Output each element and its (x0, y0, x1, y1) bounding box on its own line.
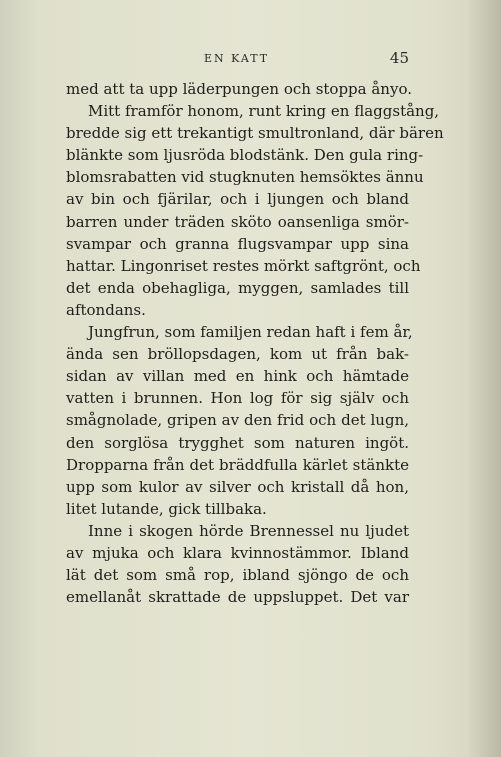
text-line: barren under träden sköto oansenliga smör- (66, 212, 409, 231)
page-header (66, 50, 409, 70)
paragraph (66, 520, 409, 608)
text-line: det enda obehagliga, myggen, samlades till (66, 278, 409, 297)
text-line: bredde sig ett trekantigt smultronland, där bären (66, 124, 444, 143)
text-line: blänkte som ljusröda blodstänk. Den gula ring- (66, 146, 424, 165)
text-line: vatten i brunnen. Hon log för sig själv och (66, 389, 409, 408)
text-line: ända sen bröllopsdagen, kom ut från bak- (66, 345, 409, 364)
text-line: Mitt framför honom, runt kring en flaggstång, (88, 102, 440, 121)
text-line: blomsrabatten vid stugknuten hemsöktes ännu (66, 168, 424, 187)
text-line: sidan av villan med en hink och hämtade (66, 367, 409, 386)
text-line: av mjuka och klara kvinnostämmor. Ibland (66, 543, 409, 562)
page-number: 45 (389, 49, 409, 67)
text-line: Dropparna från det bräddfulla kärlet stänkte (66, 455, 409, 474)
text-line: Inne i skogen hörde Brennessel nu ljudet (88, 521, 409, 540)
text-line: aftondans. (66, 300, 146, 319)
text-line: litet lutande, gick tillbaka. (66, 499, 267, 518)
text-line: emellanåt skrattade de uppsluppet. Det var (66, 588, 409, 607)
body-text (66, 78, 444, 608)
paragraph (66, 321, 413, 520)
paragraph (66, 78, 444, 321)
text-line: svampar och granna flugsvampar upp sina (66, 234, 409, 253)
text-line: lät det som små rop, ibland sjöngo de och (66, 566, 409, 585)
running-title: EN KATT (204, 52, 270, 65)
text-line: smågnolade, gripen av den frid och det lugn, (66, 411, 409, 430)
text-line: Jungfrun, som familjen redan haft i fem år, (88, 323, 413, 342)
text-line: med att ta upp läderpungen och stoppa ånyo. (66, 80, 412, 98)
text-line: hattar. Lingonriset restes mörkt saftgrönt, och (66, 256, 421, 275)
text-line: den sorglösa trygghet som naturen ingöt. (66, 433, 409, 452)
text-line: upp som kulor av silver och kristall då hon, (66, 477, 409, 496)
text-line: av bin och fjärilar, och i ljungen och bland (66, 190, 409, 209)
